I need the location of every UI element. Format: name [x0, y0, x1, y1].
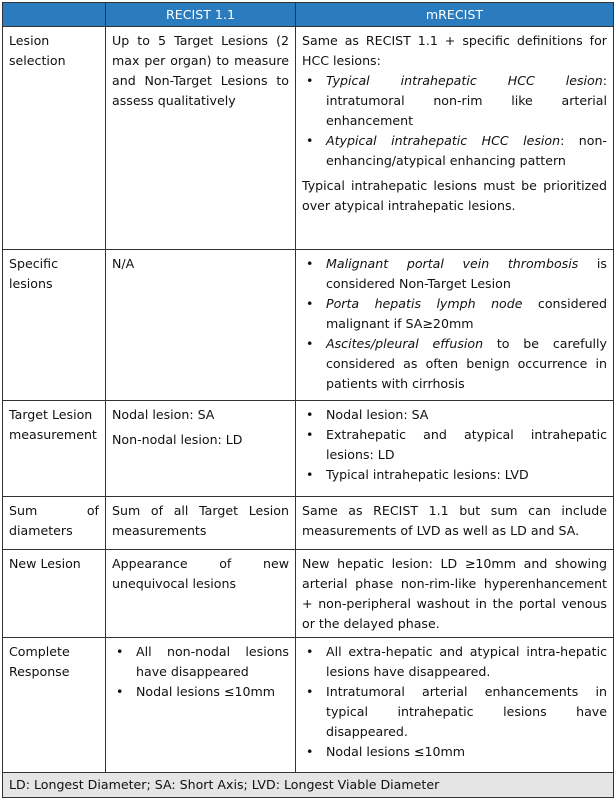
list-item: • Ascites/pleural effusion to be carefully considered as often benign occurrence in patients with cirrhosis [302, 334, 607, 394]
mrecist-cell [296, 638, 614, 773]
mrecist-intro: Same as RECIST 1.1 + specific definitions for HCC lesions: [302, 33, 607, 68]
bullet-list [302, 254, 607, 394]
recist-cell: Up to 5 Target Lesions (2 max per organ) to measure and Non-Target Lesions to assess qualitatively [106, 27, 296, 250]
recist-cell [106, 638, 296, 773]
list-item: • Nodal lesions ≤10mm [302, 742, 607, 762]
mrecist-cell [296, 250, 614, 401]
row-label: Specific lesions [3, 250, 106, 401]
bullet-list [302, 71, 607, 171]
recist-line: Nodal lesion: SA [112, 407, 215, 422]
list-item: • Typical intrahepatic lesions: LVD [302, 465, 607, 485]
recist-cell: Sum of all Target Lesion measurements [106, 497, 296, 550]
list-item: • Porta hepatis lymph node considered malignant if SA≥20mm [302, 294, 607, 334]
list-item: • Intratumoral arterial enhancements in typical intrahepatic lesions have disappeared. [302, 682, 607, 742]
list-item: • Atypical intrahepatic HCC lesion: non-enhancing/atypical enhancing pattern [302, 131, 607, 171]
list-item: • Malignant portal vein thrombosis is considered Non-Target Lesion [302, 254, 607, 294]
table-row [3, 550, 614, 638]
list-item: • Extrahepatic and atypical intrahepatic lesions: LD [302, 425, 607, 465]
table-row [3, 497, 614, 550]
row-label: Lesion selection [3, 27, 106, 250]
table-row [3, 27, 614, 250]
footnote-row [3, 773, 614, 798]
mrecist-cell: Same as RECIST 1.1 but sum can include measurements of LVD as well as LD and SA. [296, 497, 614, 550]
mrecist-cell [296, 27, 614, 250]
list-item: • All extra-hepatic and atypical intra-hepatic lesions have disappeared. [302, 642, 607, 682]
mrecist-note: Typical intrahepatic lesions must be prioritized over atypical intrahepatic lesions. [302, 178, 607, 213]
recist-line: Non-nodal lesion: LD [112, 432, 243, 447]
list-item: • Typical intrahepatic HCC lesion: intratumoral non-rim like arterial enhancement [302, 71, 607, 131]
footnote: LD: Longest Diameter; SA: Short Axis; LVD: Longest Viable Diameter [3, 773, 614, 798]
row-label: Sum of diameters [3, 497, 106, 550]
recist-cell [106, 401, 296, 497]
bullet-list [302, 405, 607, 485]
bullet-list [112, 642, 289, 702]
row-label: Complete Response [3, 638, 106, 773]
recist-cell: N/A [106, 250, 296, 401]
row-label: Target Lesion measurement [3, 401, 106, 497]
header-empty [3, 3, 106, 27]
table-row [3, 638, 614, 773]
recist-cell: Appearance of new unequivocal lesions [106, 550, 296, 638]
mrecist-cell: New hepatic lesion: LD ≥10mm and showing arterial phase non-rim-like hyperenhancement + non-peripheral washout in the portal venous or the delayed phase. [296, 550, 614, 638]
bullet-list [302, 642, 607, 762]
table-row [3, 401, 614, 497]
list-item: • Nodal lesions ≤10mm [112, 682, 289, 702]
mrecist-cell [296, 401, 614, 497]
header-mrecist: mRECIST [296, 3, 614, 27]
header-row [3, 3, 614, 27]
list-item: • All non-nodal lesions have disappeared [112, 642, 289, 682]
table-row [3, 250, 614, 401]
row-label: New Lesion [3, 550, 106, 638]
header-recist: RECIST 1.1 [106, 3, 296, 27]
recist-comparison-table [2, 2, 614, 798]
list-item: • Nodal lesion: SA [302, 405, 607, 425]
